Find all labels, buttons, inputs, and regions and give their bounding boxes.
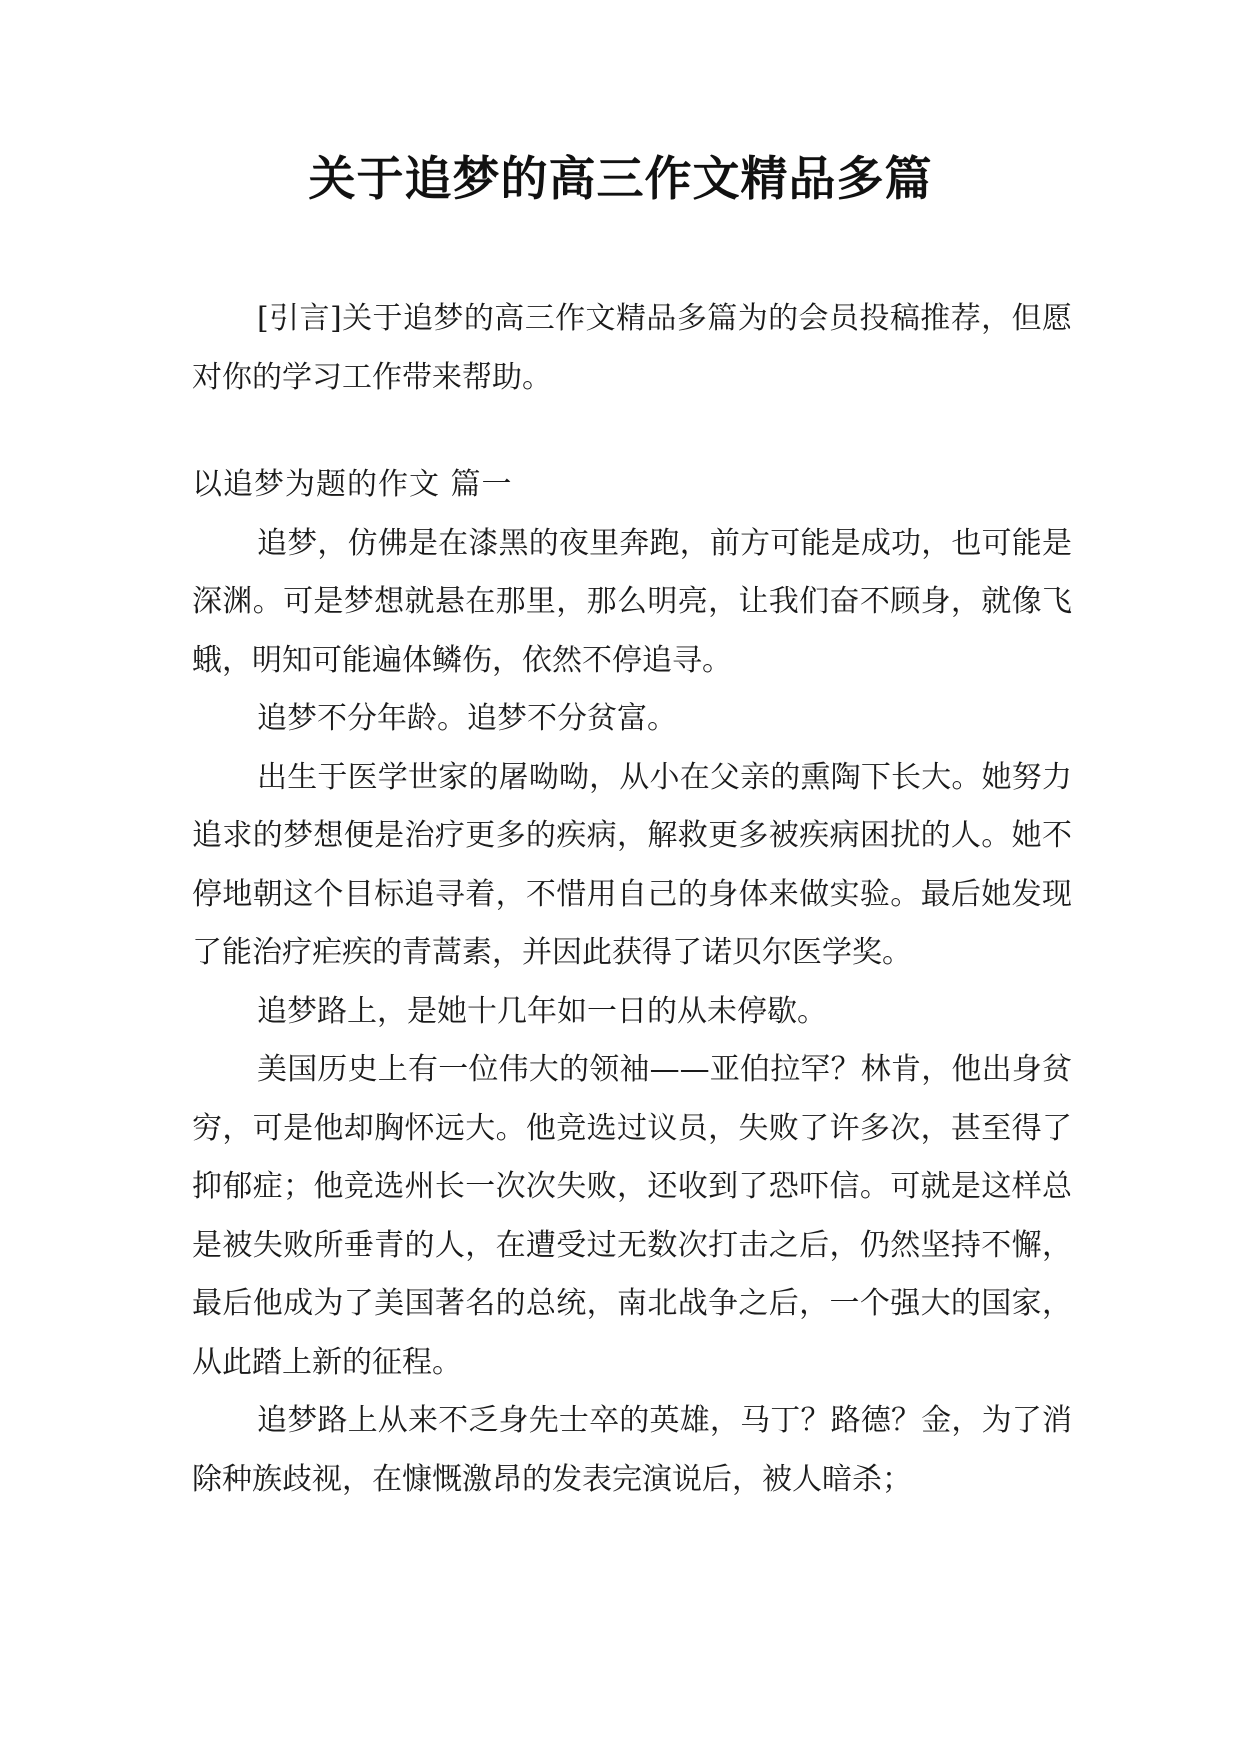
essay-paragraph: 追梦路上从来不乏身先士卒的英雄，马丁？路德？金，为了消除种族歧视，在慷慨激昂的发表完演说后，被人暗杀； [192, 1403, 1072, 1497]
essay-paragraph: 出生于医学世家的屠呦呦，从小在父亲的熏陶下长大。她努力追求的梦想便是治疗更多的疾病，解救更多被疾病困扰的人。她不停地朝这个目标追寻着，不惜用自己的身体来做实验。最后她发现了能治疗疟疾的青蒿素，并因此获得了诺贝尔医学奖。 [192, 759, 1072, 970]
essay-body [192, 456, 1072, 1509]
section-heading: 以追梦为题的作文 篇一 [192, 467, 513, 502]
intro-paragraph: [引言]关于追梦的高三作文精品多篇为的会员投稿推荐，但愿对你的学习工作带来帮助。 [192, 301, 1072, 395]
document-title: 关于追梦的高三作文精品多篇 [308, 152, 933, 207]
essay-paragraph: 追梦路上，是她十几年如一日的从未停歇。 [257, 993, 827, 1029]
essay-paragraph: 美国历史上有一位伟大的领袖——亚伯拉罕？林肯，他出身贫穷，可是他却胸怀远大。他竞选过议员，失败了许多次，甚至得了抑郁症；他竞选州长一次次失败，还收到了恐吓信。可就是这样总是被失败所垂青的人，在遭受过无数次打击之后，仍然坚持不懈，最后他成为了美国著名的总统，南北战争之后，一个强大的国家，从此踏上新的征程。 [192, 1052, 1072, 1380]
essay-paragraph: 追梦不分年龄。追梦不分贫富。 [257, 701, 677, 736]
intro-block [192, 290, 1072, 407]
essay-paragraph: 追梦，仿佛是在漆黑的夜里奔跑，前方可能是成功，也可能是深渊。可是梦想就悬在那里，那么明亮，让我们奋不顾身，就像飞蛾，明知可能遍体鳞伤，依然不停追寻。 [192, 525, 1072, 678]
